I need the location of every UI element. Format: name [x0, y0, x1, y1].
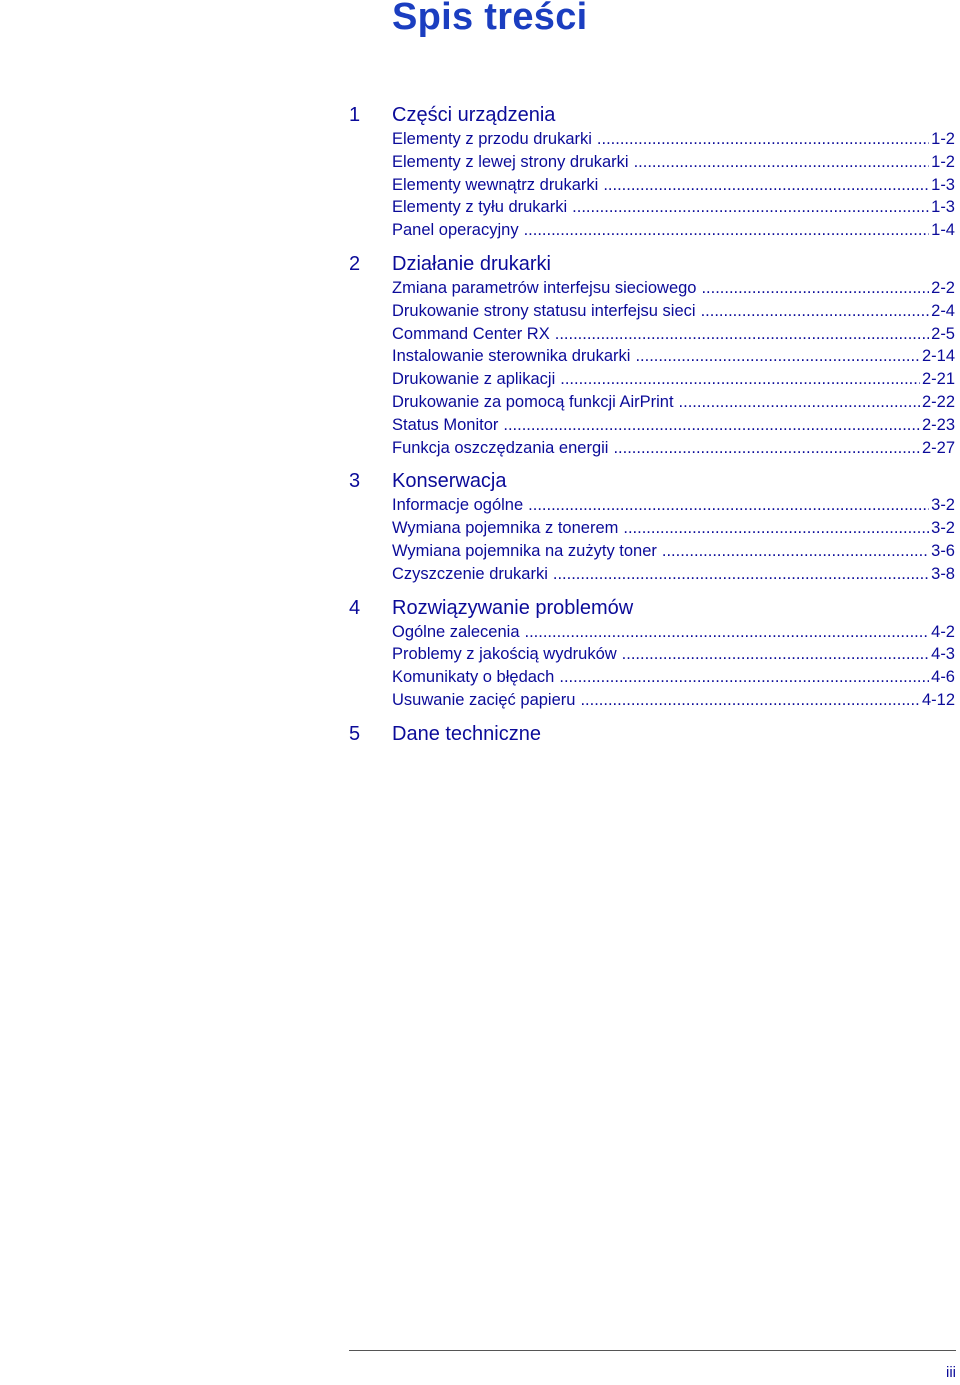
toc-entry-label: Status Monitor	[392, 415, 499, 434]
chapter-entries	[349, 279, 955, 461]
chapter-title: Dane techniczne	[392, 722, 541, 745]
dot-leader	[503, 416, 920, 435]
chapter-heading[interactable]	[349, 597, 955, 623]
chapter-heading[interactable]	[349, 104, 955, 130]
chapter-title: Części urządzenia	[392, 104, 556, 126]
toc-entry[interactable]	[392, 439, 955, 462]
toc-entry-page: 4-12	[921, 690, 955, 709]
toc-entry-label: Panel operacyjny	[392, 221, 519, 240]
chapter-heading[interactable]	[349, 470, 955, 496]
toc-entry-label: Drukowanie z aplikacji	[392, 370, 556, 389]
toc-entry[interactable]	[392, 645, 955, 668]
dot-leader	[528, 496, 929, 515]
chapter-heading[interactable]	[349, 723, 955, 749]
chapter-heading[interactable]	[349, 253, 955, 279]
toc-entry-page: 1-3	[931, 198, 955, 217]
toc-entry-label: Command Center RX	[392, 324, 550, 343]
toc-entry-page: 4-2	[931, 622, 955, 641]
toc-entry[interactable]	[392, 130, 955, 153]
toc-entry-page: 2-27	[921, 438, 955, 457]
dot-leader	[555, 325, 929, 344]
toc-entry-label: Drukowanie za pomocą funkcji AirPrint	[392, 392, 674, 411]
toc-chapter	[349, 253, 955, 461]
chapter-number: 3	[349, 470, 361, 493]
toc-entry-page: 2-21	[921, 370, 955, 389]
dot-leader	[597, 130, 929, 149]
toc-entry[interactable]	[392, 153, 955, 176]
dot-leader	[622, 645, 929, 664]
footer-page-number: iii	[946, 1364, 956, 1381]
toc-entry[interactable]	[392, 416, 955, 439]
toc-entry-page: 1-4	[931, 221, 955, 240]
chapter-number: 4	[349, 596, 361, 619]
toc-entry-page: 4-3	[931, 645, 955, 664]
toc-chapter	[349, 470, 955, 587]
toc-entry-label: Elementy z tyłu drukarki	[392, 198, 568, 217]
toc-entry-label: Ogólne zalecenia	[392, 622, 520, 641]
dot-leader	[559, 668, 929, 687]
toc-entry-label: Komunikaty o błędach	[392, 668, 555, 687]
toc-entry[interactable]	[392, 198, 955, 221]
dot-leader	[635, 347, 920, 366]
toc-entry-label: Elementy wewnątrz drukarki	[392, 175, 599, 194]
toc-entry-label: Elementy z lewej strony drukarki	[392, 152, 629, 171]
dot-leader	[634, 153, 930, 172]
toc-entry[interactable]	[392, 279, 955, 302]
toc-entry[interactable]	[392, 393, 955, 416]
toc-entry[interactable]	[392, 519, 955, 542]
chapter-number: 2	[349, 252, 361, 275]
toc-entry-page: 3-6	[931, 541, 955, 560]
table-of-contents	[349, 104, 955, 758]
chapter-title: Konserwacja	[392, 470, 507, 493]
toc-entry-label: Funkcja oszczędzania energii	[392, 438, 609, 457]
toc-entry-label: Wymiana pojemnika na zużyty toner	[392, 541, 657, 560]
toc-entry-page: 3-8	[931, 564, 955, 583]
chapter-entries	[349, 130, 955, 244]
toc-entry-page: 3-2	[931, 519, 955, 538]
toc-entry[interactable]	[392, 542, 955, 565]
dot-leader	[560, 370, 920, 389]
toc-entry-label: Informacje ogólne	[392, 496, 524, 515]
toc-entry[interactable]	[392, 325, 955, 348]
toc-entry-label: Elementy z przodu drukarki	[392, 130, 592, 148]
dot-leader	[623, 519, 929, 538]
toc-entry-label: Wymiana pojemnika z tonerem	[392, 519, 619, 538]
toc-entry-page: 1-2	[931, 130, 955, 148]
toc-entry-page: 2-4	[931, 301, 955, 320]
toc-entry-label: Usuwanie zacięć papieru	[392, 690, 576, 709]
toc-chapter	[349, 597, 955, 714]
chapter-title: Rozwiązywanie problemów	[392, 596, 634, 619]
chapter-number: 5	[349, 722, 361, 745]
page-title: Spis treści	[392, 0, 588, 38]
toc-entry-page: 1-2	[931, 152, 955, 171]
toc-entry-label: Czyszczenie drukarki	[392, 564, 548, 583]
toc-entry[interactable]	[392, 221, 955, 244]
toc-entry[interactable]	[392, 302, 955, 325]
toc-entry[interactable]	[392, 176, 955, 199]
toc-entry[interactable]	[392, 370, 955, 393]
toc-chapter	[349, 104, 955, 244]
chapter-number: 1	[349, 104, 361, 126]
dot-leader	[553, 565, 929, 584]
chapter-title: Działanie drukarki	[392, 252, 551, 275]
toc-entry[interactable]	[392, 565, 955, 588]
toc-entry[interactable]	[392, 623, 955, 646]
toc-entry-page: 1-3	[931, 175, 955, 194]
toc-entry[interactable]	[392, 668, 955, 691]
toc-entry-page: 2-22	[921, 392, 955, 411]
dot-leader	[524, 221, 930, 240]
toc-entry-page: 4-6	[931, 668, 955, 687]
dot-leader	[525, 623, 930, 642]
toc-entry-page: 2-5	[931, 324, 955, 343]
dot-leader	[580, 691, 920, 710]
footer-divider	[349, 1350, 956, 1351]
dot-leader	[613, 439, 920, 458]
toc-entry-label: Zmiana parametrów interfejsu sieciowego	[392, 278, 697, 297]
dot-leader	[701, 279, 929, 298]
chapter-entries	[349, 623, 955, 714]
dot-leader	[701, 302, 930, 321]
dot-leader	[679, 393, 920, 412]
toc-entry-page: 2-14	[921, 347, 955, 366]
toc-entry-label: Problemy z jakością wydruków	[392, 645, 617, 664]
toc-entry-page: 3-2	[931, 496, 955, 515]
toc-entry-page: 2-2	[931, 278, 955, 297]
toc-chapter	[349, 723, 955, 749]
chapter-entries	[349, 496, 955, 587]
toc-entry-page: 2-23	[921, 415, 955, 434]
toc-entry-label: Instalowanie sterownika drukarki	[392, 347, 631, 366]
toc-entry[interactable]	[392, 347, 955, 370]
dot-leader	[603, 176, 929, 195]
toc-entry[interactable]	[392, 691, 955, 714]
dot-leader	[662, 542, 929, 561]
toc-entry-label: Drukowanie strony statusu interfejsu sieci	[392, 301, 696, 320]
dot-leader	[572, 198, 929, 217]
toc-entry[interactable]	[392, 496, 955, 519]
